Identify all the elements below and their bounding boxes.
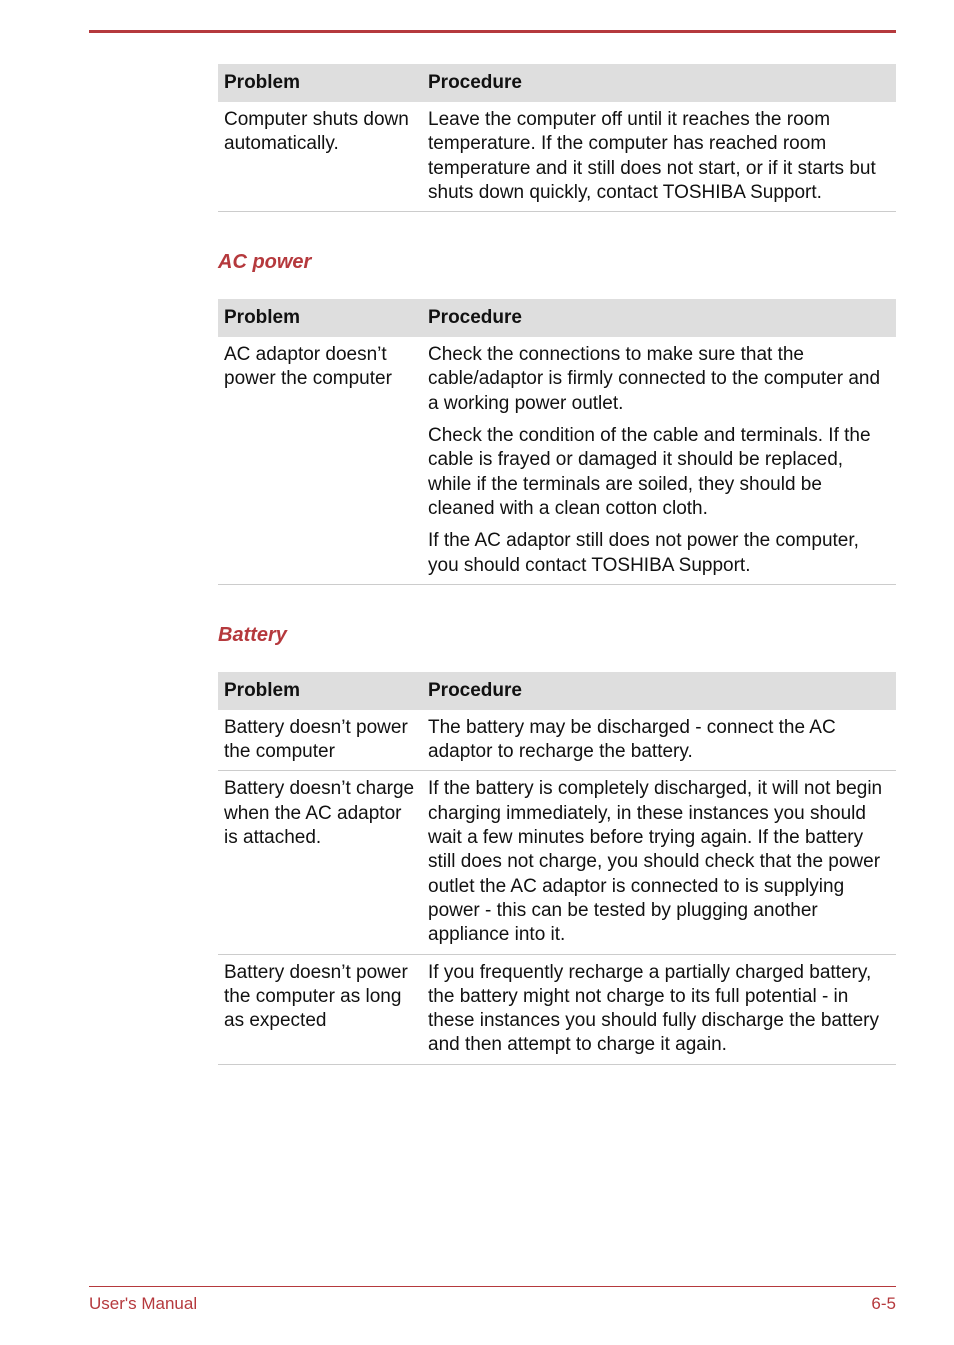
- procedure-paragraph: The battery may be discharged - connect the AC adaptor to recharge the battery.: [428, 716, 836, 763]
- footer-page-number: 6-5: [871, 1294, 896, 1313]
- top-rule: [89, 30, 896, 33]
- problem-cell: Battery doesn’t power the computer as long as expected: [218, 954, 422, 1064]
- troubleshooting-table-ac-power: [218, 299, 896, 585]
- footer-rule: [89, 1286, 896, 1287]
- column-header-problem: Problem: [218, 64, 422, 102]
- procedure-paragraph: If the AC adaptor still does not power the computer, you should contact TOSHIBA Support.: [428, 530, 859, 576]
- procedure-cell: [422, 710, 896, 771]
- column-header-problem: Problem: [218, 672, 422, 710]
- column-header-procedure: Procedure: [422, 672, 896, 710]
- column-header-procedure: Procedure: [422, 299, 896, 337]
- procedure-cell: [422, 337, 896, 584]
- table-row: [218, 954, 896, 1064]
- table-row: [218, 337, 896, 584]
- procedure-paragraph: If you frequently recharge a partially charged battery, the battery might not charge to its full potential - in these instances you should fully discharge the battery and then attempt to charge it again.: [428, 961, 879, 1056]
- troubleshooting-table-general: [218, 64, 896, 212]
- table-header-row: [218, 64, 896, 102]
- table-header-row: [218, 299, 896, 337]
- troubleshooting-table-battery: [218, 672, 896, 1065]
- column-header-procedure: Procedure: [422, 64, 896, 102]
- section-heading-battery: Battery: [218, 623, 287, 646]
- problem-cell: Battery doesn’t power the computer: [218, 710, 422, 771]
- procedure-cell: [422, 954, 896, 1064]
- table-header-row: [218, 672, 896, 710]
- page-content: [218, 64, 896, 1065]
- footer-manual-title: User's Manual: [89, 1294, 198, 1313]
- procedure-paragraph: Leave the computer off until it reaches the room temperature. If the computer has reached room temperature and it still does not start, or if it starts but shuts down quickly, contact TOSHIBA Support.: [428, 109, 876, 203]
- problem-cell: AC adaptor doesn’t power the computer: [218, 337, 422, 584]
- section-heading-ac-power: AC power: [218, 251, 312, 274]
- procedure-paragraph: If the battery is completely discharged, it will not begin charging immediately, in these instances you should wait a few minutes before trying again. If the battery still does not charge, you should check that the power outlet the AC adaptor is connected to is supplying power - this can be tested by plugging another appliance into it.: [428, 778, 883, 946]
- procedure-paragraph: Check the condition of the cable and terminals. If the cable is frayed or damaged it should be replaced, while if the terminals are soiled, they should be cleaned with a clean cotton cloth.: [428, 425, 871, 519]
- table-row: [218, 710, 896, 771]
- problem-cell: Battery doesn’t charge when the AC adaptor is attached.: [218, 771, 422, 954]
- column-header-problem: Problem: [218, 299, 422, 337]
- problem-cell: Computer shuts down automatically.: [218, 102, 422, 212]
- procedure-cell: [422, 102, 896, 212]
- table-row: [218, 102, 896, 212]
- procedure-cell: [422, 771, 896, 954]
- procedure-paragraph: Check the connections to make sure that the cable/adaptor is firmly connected to the computer and a working power outlet.: [428, 344, 881, 414]
- table-row: [218, 771, 896, 954]
